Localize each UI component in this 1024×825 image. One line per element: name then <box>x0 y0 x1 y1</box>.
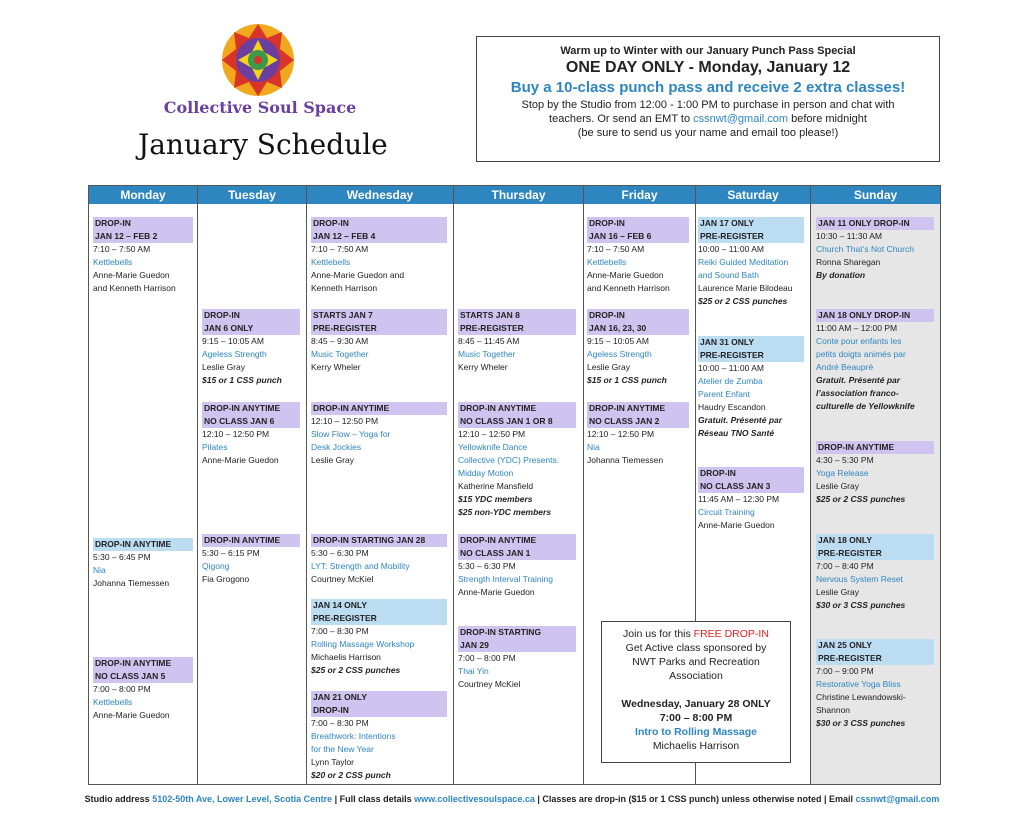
class-name[interactable]: Breathwork: Intentions <box>311 731 396 741</box>
promo-line5b: before midnight <box>788 113 867 125</box>
class-name[interactable]: Ageless Strength <box>587 349 652 359</box>
class-block <box>698 467 804 532</box>
class-tag: DROP-IN ANYTIME <box>93 538 193 551</box>
class-time: 10:30 – 11:30 AM <box>816 231 883 241</box>
footer-website-link[interactable]: www.collectivesoulspace.ca <box>414 794 535 804</box>
class-name[interactable]: and Sound Bath <box>698 270 759 280</box>
class-name[interactable]: Nia <box>93 565 106 575</box>
class-block <box>816 441 934 506</box>
class-instructor: Anne-Marie Guedon and <box>311 270 405 280</box>
class-name[interactable]: Kettlebells <box>93 257 133 267</box>
class-price: $15 or 1 CSS punch <box>202 375 282 385</box>
class-time: 12:10 – 12:50 PM <box>587 429 655 439</box>
day-header-thursday: Thursday <box>454 186 583 204</box>
class-tag: DROP-IN ANYTIME <box>587 402 689 415</box>
class-instructor: Johanna Tiemessen <box>93 578 170 588</box>
class-name[interactable]: Desk Jockies <box>311 442 362 452</box>
class-block <box>311 402 447 467</box>
class-block <box>458 534 576 599</box>
class-block <box>816 534 934 612</box>
class-tag: JAN 25 ONLY <box>816 639 934 652</box>
class-tag: DROP-IN ANYTIME <box>458 402 576 415</box>
class-block <box>202 309 300 387</box>
class-time: 11:00 AM – 12:00 PM <box>816 323 898 333</box>
class-price: culturelle de Yellowknife <box>816 401 915 411</box>
class-dates: NO CLASS JAN 3 <box>698 480 804 493</box>
join-line2: Get Active class sponsored by <box>625 642 767 654</box>
class-dates: JAN 6 ONLY <box>202 322 300 335</box>
class-name[interactable]: Kettlebells <box>587 257 627 267</box>
promo-line5 <box>477 112 939 126</box>
class-tag: DROP-IN ANYTIME <box>311 402 447 415</box>
class-tag: JAN 18 ONLY <box>816 534 934 547</box>
day-header-wednesday: Wednesday <box>307 186 453 204</box>
class-price: By donation <box>816 270 866 280</box>
class-time: 4:30 – 5:30 PM <box>816 455 874 465</box>
class-time: 7:00 – 8:30 PM <box>311 626 369 636</box>
class-instructor: Kerry Wheler <box>311 362 361 372</box>
join-line1 <box>602 627 790 641</box>
class-block <box>458 626 576 691</box>
class-tag: DROP-IN ANYTIME <box>202 402 300 415</box>
class-dates: JAN 16, 23, 30 <box>587 322 689 335</box>
column-divider <box>453 186 454 784</box>
class-name[interactable]: for the New Year <box>311 744 374 754</box>
class-block <box>458 309 576 374</box>
class-instructor: Anne-Marie Guedon <box>93 710 170 720</box>
class-instructor: Leslie Gray <box>816 587 859 597</box>
day-header-sunday: Sunday <box>811 186 940 204</box>
class-dates: JAN 12 – FEB 4 <box>311 230 447 243</box>
join-class-name[interactable]: Intro to Rolling Massage <box>635 726 757 738</box>
mandala-logo <box>220 22 296 98</box>
class-tag: DROP-IN STARTING JAN 28 <box>311 534 447 547</box>
class-tag: JAN 31 ONLY <box>698 336 804 349</box>
class-block <box>311 217 447 295</box>
class-instructor: Anne-Marie Guedon <box>93 270 170 280</box>
class-instructor: Courtney McKiel <box>458 679 521 689</box>
class-dates: JAN 16 – FEB 6 <box>587 230 689 243</box>
class-instructor: Lynn Taylor <box>311 757 354 767</box>
class-name[interactable]: Yellowknife Dance <box>458 442 528 452</box>
class-block <box>816 217 934 282</box>
class-dates: JAN 12 – FEB 2 <box>93 230 193 243</box>
class-dates: NO CLASS JAN 5 <box>93 670 193 683</box>
class-name[interactable]: Kettlebells <box>311 257 351 267</box>
class-instructor: Leslie Gray <box>202 362 245 372</box>
class-price: l’association franco- <box>816 388 899 398</box>
class-block <box>587 309 689 387</box>
class-instructor: Anne-Marie Guedon <box>458 587 535 597</box>
class-name[interactable]: Music Together <box>458 349 516 359</box>
class-dates: PRE-REGISTER <box>311 612 447 625</box>
class-name[interactable]: Restorative Yoga Bliss <box>816 679 901 689</box>
class-name[interactable]: Music Together <box>311 349 369 359</box>
class-name[interactable]: Reiki Guided Meditation <box>698 257 789 267</box>
class-instructor: Shannon <box>816 705 851 715</box>
class-instructor: Laurence Marie Bilodeau <box>698 283 793 293</box>
class-instructor: Michaelis Harrison <box>311 652 381 662</box>
promo-line5a: teachers. Or send an EMT to <box>549 113 694 125</box>
class-tag: DROP-IN ANYTIME <box>202 534 300 547</box>
class-time: 7:00 – 8:40 PM <box>816 561 874 571</box>
promo-line3: Buy a 10-class punch pass and receive 2 extra classes! <box>510 79 906 96</box>
column-divider <box>583 186 584 784</box>
class-block <box>698 336 804 440</box>
class-name[interactable]: Nervous System Reset <box>816 574 903 584</box>
join-instructor: Michaelis Harrison <box>652 740 740 752</box>
class-tag: DROP-IN <box>587 309 689 322</box>
footer <box>0 794 1024 804</box>
class-tag: JAN 18 ONLY DROP-IN <box>816 309 934 322</box>
class-block <box>93 217 193 295</box>
class-name[interactable]: Qigong <box>202 561 230 571</box>
brand-name: Collective Soul Space <box>163 98 357 117</box>
class-price: $30 or 3 CSS punches <box>816 600 906 610</box>
class-tag: STARTS JAN 8 <box>458 309 576 322</box>
class-time: 10:00 – 11:00 AM <box>698 363 765 373</box>
class-block <box>587 217 689 295</box>
promo-line1: Warm up to Winter with our January Punch Pass Special <box>560 45 856 57</box>
day-header-friday: Friday <box>584 186 695 204</box>
class-price: $15 or 1 CSS punch <box>587 375 667 385</box>
class-time: 7:00 – 8:30 PM <box>311 718 369 728</box>
class-block <box>698 217 804 308</box>
day-header-tuesday: Tuesday <box>198 186 306 204</box>
class-price: Réseau TNO Santé <box>698 428 775 438</box>
class-dates: PRE-REGISTER <box>458 322 576 335</box>
day-header-monday: Monday <box>89 186 197 204</box>
class-time: 11:45 AM – 12:30 PM <box>698 494 780 504</box>
class-time: 9:15 – 10:05 AM <box>587 336 649 346</box>
class-block <box>93 657 193 722</box>
class-block <box>587 402 689 467</box>
class-block <box>311 309 447 374</box>
class-name[interactable]: Slow Flow – Yoga for <box>311 429 391 439</box>
class-time: 7:10 – 7:50 AM <box>587 244 645 254</box>
class-block <box>311 534 447 586</box>
class-tag: DROP-IN ANYTIME <box>458 534 576 547</box>
class-name[interactable]: Yoga Release <box>816 468 869 478</box>
class-price: $15 YDC members <box>458 494 533 504</box>
class-tag: JAN 17 ONLY <box>698 217 804 230</box>
column-divider <box>810 186 811 784</box>
class-name[interactable]: LYT: Strength and Mobility <box>311 561 410 571</box>
class-tag: DROP-IN <box>202 309 300 322</box>
class-tag: DROP-IN ANYTIME <box>93 657 193 670</box>
class-tag: DROP-IN <box>587 217 689 230</box>
promo-line6: (be sure to send us your name and email too please!) <box>577 127 839 139</box>
class-time: 7:00 – 8:00 PM <box>458 653 516 663</box>
class-dates: JAN 29 <box>458 639 576 652</box>
class-dates: NO CLASS JAN 6 <box>202 415 300 428</box>
class-name[interactable]: Collective (YDC) Presents: <box>458 455 560 465</box>
class-instructor: and Kenneth Harrison <box>93 283 176 293</box>
class-name[interactable]: Nia <box>587 442 600 452</box>
class-block <box>311 599 447 677</box>
class-price: Gratuit. Présenté par <box>816 375 901 385</box>
promo-line4: Stop by the Studio from 12:00 - 1:00 PM to purchase in person and chat with <box>521 99 895 111</box>
class-name[interactable]: Pilates <box>202 442 228 452</box>
class-dates: DROP-IN <box>311 704 447 717</box>
class-instructor: Anne-Marie Guedon <box>587 270 664 280</box>
class-instructor: Courtney McKiel <box>311 574 374 584</box>
class-price: $30 or 3 CSS punches <box>816 718 906 728</box>
class-instructor: Katherine Mansfield <box>458 481 534 491</box>
class-time: 7:00 – 8:00 PM <box>93 684 151 694</box>
class-name[interactable]: Atelier de Zumba <box>698 376 763 386</box>
class-instructor: Haudry Escandon <box>698 402 766 412</box>
class-instructor: Leslie Gray <box>816 481 859 491</box>
footer-details-label: | Full class details <box>332 794 415 804</box>
class-block <box>816 309 934 413</box>
class-tag: DROP-IN <box>311 217 447 230</box>
promo-line2: ONE DAY ONLY - Monday, January 12 <box>565 59 851 76</box>
class-name[interactable]: Thai Yin <box>458 666 489 676</box>
class-time: 9:15 – 10:05 AM <box>202 336 264 346</box>
class-time: 7:10 – 7:50 AM <box>311 244 369 254</box>
footer-note: | Classes are drop-in ($15 or 1 CSS punch) unless otherwise noted | Email <box>534 794 856 804</box>
join-date: Wednesday, January 28 ONLY <box>621 698 771 710</box>
class-name[interactable]: Strength Interval Training <box>458 574 553 584</box>
class-name[interactable]: Conte pour enfants les <box>816 336 902 346</box>
class-time: 8:45 – 11:45 AM <box>458 336 520 346</box>
class-instructor: Leslie Gray <box>587 362 630 372</box>
class-price: $25 or 2 CSS punches <box>816 494 906 504</box>
join-time: 7:00 – 8:00 PM <box>659 712 733 724</box>
class-time: 5:30 – 6:45 PM <box>93 552 151 562</box>
class-name[interactable]: Kettlebells <box>93 697 133 707</box>
class-tag: STARTS JAN 7 <box>311 309 447 322</box>
class-dates: PRE-REGISTER <box>698 230 804 243</box>
class-time: 12:10 – 12:50 PM <box>458 429 526 439</box>
class-tag: DROP-IN <box>93 217 193 230</box>
class-block <box>311 691 447 782</box>
class-block <box>816 639 934 730</box>
page-title: January Schedule <box>138 128 388 161</box>
class-price: $20 or 2 CSS punch <box>311 770 391 780</box>
class-instructor: Anne-Marie Guedon <box>698 520 775 530</box>
free-dropin-label: FREE DROP-IN <box>693 628 769 640</box>
class-tag: JAN 21 ONLY <box>311 691 447 704</box>
class-tag: DROP-IN <box>698 467 804 480</box>
class-time: 7:00 – 9:00 PM <box>816 666 874 676</box>
class-time: 7:10 – 7:50 AM <box>93 244 151 254</box>
promo-box <box>476 36 940 162</box>
class-time: 5:30 – 6:30 PM <box>311 548 369 558</box>
footer-address: 5102-50th Ave, Lower Level, Scotia Centre <box>152 794 333 804</box>
class-price: $25 or 2 CSS punches <box>698 296 788 306</box>
class-instructor: Ronna Sharegan <box>816 257 881 267</box>
class-price: $25 non-YDC members <box>458 507 552 517</box>
join-line4: Association <box>669 670 723 682</box>
class-name[interactable]: Parent Enfant <box>698 389 750 399</box>
class-dates: PRE-REGISTER <box>816 652 934 665</box>
class-tag: JAN 14 ONLY <box>311 599 447 612</box>
class-time: 5:30 – 6:30 PM <box>458 561 516 571</box>
class-time: 10:00 – 11:00 AM <box>698 244 765 254</box>
class-dates: NO CLASS JAN 1 <box>458 547 576 560</box>
class-instructor: and Kenneth Harrison <box>587 283 670 293</box>
class-instructor: Anne-Marie Guedon <box>202 455 279 465</box>
class-tag: DROP-IN ANYTIME <box>816 441 934 454</box>
promo-email-link[interactable]: cssnwt@gmail.com <box>693 113 789 125</box>
class-instructor: Johanna Tiemessen <box>587 455 664 465</box>
class-name[interactable]: Ageless Strength <box>202 349 267 359</box>
join-line1a: Join us for this <box>623 628 694 640</box>
free-dropin-box <box>601 621 791 763</box>
footer-email-link[interactable]: cssnwt@gmail.com <box>855 794 940 804</box>
class-time: 12:10 – 12:50 PM <box>311 416 379 426</box>
class-dates: NO CLASS JAN 2 <box>587 415 689 428</box>
class-block <box>458 402 576 519</box>
class-name[interactable]: Rolling Massage Workshop <box>311 639 415 649</box>
class-dates: PRE-REGISTER <box>698 349 804 362</box>
class-name[interactable]: Circuit Training <box>698 507 755 517</box>
join-line3: NWT Parks and Recreation <box>632 656 760 668</box>
day-header-saturday: Saturday <box>696 186 810 204</box>
class-price: $25 or 2 CSS punches <box>311 665 401 675</box>
class-block <box>202 402 300 467</box>
class-time: 12:10 – 12:50 PM <box>202 429 270 439</box>
class-dates: PRE-REGISTER <box>816 547 934 560</box>
class-instructor: Christine Lewandowski- <box>816 692 906 702</box>
class-price: Gratuit. Présenté par <box>698 415 783 425</box>
class-instructor: Kenneth Harrison <box>311 283 378 293</box>
class-block <box>93 538 193 590</box>
class-name[interactable]: petits doigts animés par <box>816 349 906 359</box>
column-divider <box>306 186 307 784</box>
class-tag: DROP-IN STARTING <box>458 626 576 639</box>
class-time: 8:45 – 9:30 AM <box>311 336 369 346</box>
footer-address-label: Studio address <box>84 794 153 804</box>
class-block <box>202 534 300 586</box>
column-divider <box>197 186 198 784</box>
class-name[interactable]: André Beaupré <box>816 362 874 372</box>
class-time: 5:30 – 6:15 PM <box>202 548 260 558</box>
class-instructor: Kerry Wheler <box>458 362 508 372</box>
class-dates: PRE-REGISTER <box>311 322 447 335</box>
class-name[interactable]: Church That’s Not Church <box>816 244 914 254</box>
class-name[interactable]: Midday Motion <box>458 468 514 478</box>
class-tag: JAN 11 ONLY DROP-IN <box>816 217 934 230</box>
class-instructor: Fia Grogono <box>202 574 250 584</box>
class-instructor: Leslie Gray <box>311 455 354 465</box>
class-dates: NO CLASS JAN 1 OR 8 <box>458 415 576 428</box>
